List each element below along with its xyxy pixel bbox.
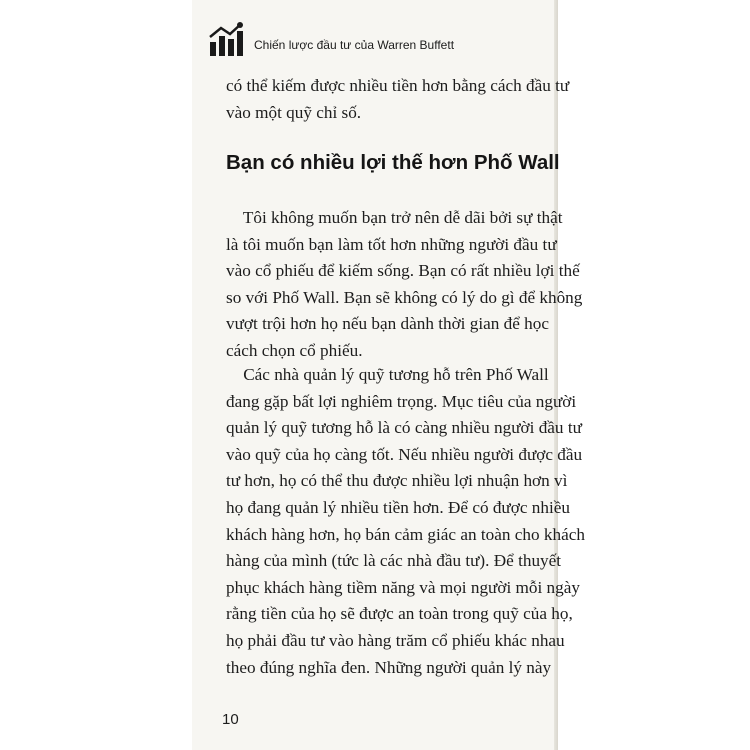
page-number: 10 bbox=[222, 711, 239, 728]
text-line: đang gặp bất lợi nghiêm trọng. Mục tiêu của người bbox=[226, 391, 577, 411]
text-line: so với Phố Wall. Bạn sẽ không có lý do gì để không bbox=[226, 287, 583, 307]
text-line: vào quỹ của họ càng tốt. Nếu nhiều người được đầu bbox=[226, 444, 583, 464]
running-header bbox=[208, 22, 548, 62]
text-line: theo đúng nghĩa đen. Những người quản lý này bbox=[226, 657, 552, 677]
text-line: Tôi không muốn bạn trở nên dễ dãi bởi sự thật bbox=[226, 208, 563, 227]
text-line: Các nhà quản lý quỹ tương hỗ trên Phố Wall bbox=[226, 365, 549, 384]
paragraph-2 bbox=[226, 362, 585, 681]
text-line: có thể kiếm được nhiều tiền hơn bằng cách đầu tư bbox=[226, 76, 570, 95]
intro-paragraph bbox=[226, 73, 569, 126]
text-line: là tôi muốn bạn làm tốt hơn những người đầu tư bbox=[226, 234, 557, 254]
text-line: rằng tiền của họ sẽ được an toàn trong quỹ của họ, bbox=[226, 604, 573, 624]
text-line: họ phải đầu tư vào hàng trăm cổ phiếu khác nhau bbox=[226, 630, 565, 650]
text-line: họ đang quản lý nhiều tiền hơn. Để có được nhiều bbox=[226, 497, 570, 517]
book-title: Chiến lược đầu tư của Warren Buffett bbox=[254, 38, 455, 52]
section-heading: Bạn có nhiều lợi thế hơn Phố Wall bbox=[226, 151, 560, 174]
text-line: quản lý quỹ tương hỗ là có càng nhiều người đầu tư bbox=[226, 418, 582, 438]
text-line: vào cổ phiếu để kiếm sống. Bạn có rất nhiều lợi thế bbox=[226, 261, 580, 281]
text-line: phục khách hàng tiềm năng và mọi người mỗi ngày bbox=[226, 577, 580, 597]
rising-bars-chart-icon bbox=[208, 22, 246, 58]
text-line: khách hàng hơn, họ bán cảm giác an toàn cho khách bbox=[226, 524, 585, 544]
text-line: cách chọn cổ phiếu. bbox=[226, 340, 363, 360]
text-line: vượt trội hơn họ nếu bạn dành thời gian để học bbox=[226, 314, 549, 334]
text-line: vào một quỹ chỉ số. bbox=[226, 102, 362, 122]
text-line: hàng của mình (tức là các nhà đầu tư). Để thuyết bbox=[226, 551, 562, 571]
paragraph-1 bbox=[226, 205, 582, 365]
text-line: tư hơn, họ có thể thu được nhiều lợi nhuận hơn vì bbox=[226, 471, 568, 491]
